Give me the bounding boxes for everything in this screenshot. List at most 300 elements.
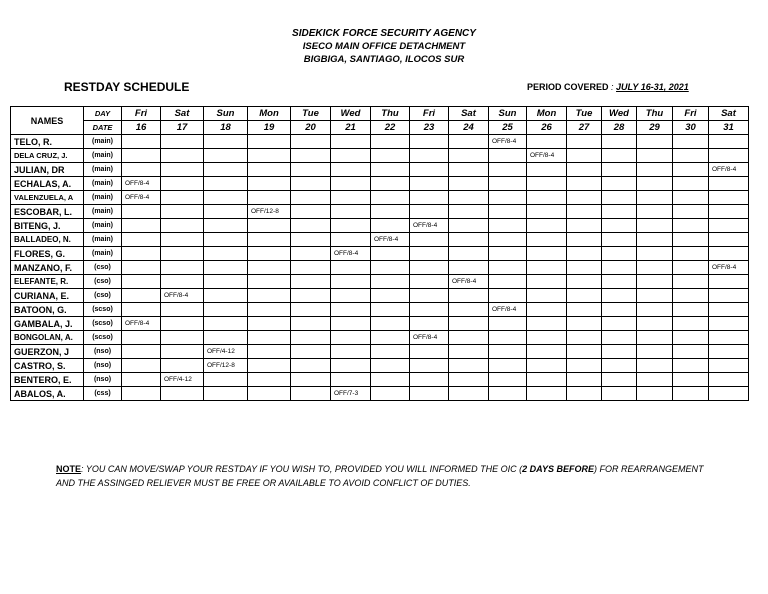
schedule-cell	[248, 345, 291, 359]
table-row	[11, 275, 749, 289]
schedule-cell	[204, 387, 248, 401]
date-header: 19	[248, 121, 291, 135]
schedule-cell: OFF/8-4	[709, 163, 749, 177]
schedule-cell	[567, 359, 602, 373]
table-row	[11, 331, 749, 345]
day-header: Sat	[709, 107, 749, 121]
schedule-cell	[449, 387, 489, 401]
names-header: NAMES	[11, 107, 84, 135]
schedule-cell	[489, 247, 527, 261]
schedule-cell	[673, 303, 709, 317]
schedule-cell	[291, 233, 331, 247]
guard-post: (main)	[84, 205, 122, 219]
schedule-cell	[602, 387, 637, 401]
schedule-cell	[371, 219, 410, 233]
schedule-cell	[527, 205, 567, 219]
schedule-cell	[567, 149, 602, 163]
schedule-cell	[410, 205, 449, 219]
schedule-cell	[291, 359, 331, 373]
schedule-cell	[291, 191, 331, 205]
schedule-cell	[709, 331, 749, 345]
schedule-cell	[204, 317, 248, 331]
schedule-cell	[161, 387, 204, 401]
schedule-cell	[602, 275, 637, 289]
schedule-cell	[371, 191, 410, 205]
date-header: 30	[673, 121, 709, 135]
schedule-cell	[122, 387, 161, 401]
day-header: Thu	[637, 107, 673, 121]
day-header: Sun	[204, 107, 248, 121]
schedule-cell	[371, 247, 410, 261]
schedule-cell	[331, 149, 371, 163]
date-header: 17	[161, 121, 204, 135]
schedule-cell	[637, 387, 673, 401]
guard-name: ABALOS, A.	[11, 387, 84, 401]
schedule-cell	[291, 373, 331, 387]
schedule-cell	[410, 359, 449, 373]
schedule-cell	[331, 289, 371, 303]
schedule-cell	[248, 317, 291, 331]
guard-post: (scso)	[84, 331, 122, 345]
schedule-cell	[709, 345, 749, 359]
schedule-cell	[449, 233, 489, 247]
schedule-cell	[371, 289, 410, 303]
schedule-cell	[527, 135, 567, 149]
day-header: Wed	[602, 107, 637, 121]
schedule-cell	[161, 261, 204, 275]
schedule-cell	[161, 247, 204, 261]
schedule-cell	[291, 317, 331, 331]
schedule-cell	[122, 373, 161, 387]
schedule-cell	[709, 303, 749, 317]
schedule-cell	[673, 373, 709, 387]
schedule-cell	[122, 345, 161, 359]
schedule-cell	[122, 247, 161, 261]
schedule-cell: OFF/4-12	[161, 373, 204, 387]
guard-name: JULIAN, DR	[11, 163, 84, 177]
schedule-cell	[371, 345, 410, 359]
schedule-cell	[489, 317, 527, 331]
schedule-cell	[489, 275, 527, 289]
schedule-cell	[371, 331, 410, 345]
restday-table	[10, 106, 749, 401]
schedule-cell	[204, 247, 248, 261]
schedule-cell	[449, 331, 489, 345]
schedule-cell	[709, 205, 749, 219]
schedule-cell	[567, 275, 602, 289]
schedule-cell	[567, 247, 602, 261]
schedule-cell	[161, 233, 204, 247]
schedule-cell	[449, 303, 489, 317]
schedule-cell	[567, 289, 602, 303]
schedule-cell	[331, 317, 371, 331]
schedule-cell	[602, 247, 637, 261]
schedule-cell	[291, 303, 331, 317]
agency-name: SIDEKICK FORCE SECURITY AGENCY	[292, 28, 476, 39]
schedule-cell	[161, 359, 204, 373]
schedule-cell	[673, 233, 709, 247]
schedule-cell	[527, 345, 567, 359]
schedule-cell	[709, 233, 749, 247]
schedule-cell	[489, 219, 527, 233]
schedule-cell	[637, 303, 673, 317]
guard-name: BITENG, J.	[11, 219, 84, 233]
schedule-cell	[331, 345, 371, 359]
guard-name: ECHALAS, A.	[11, 177, 84, 191]
schedule-cell	[410, 373, 449, 387]
schedule-cell	[371, 149, 410, 163]
guard-name: GUERZON, J	[11, 345, 84, 359]
schedule-cell	[673, 261, 709, 275]
schedule-cell	[204, 289, 248, 303]
schedule-cell	[602, 289, 637, 303]
guard-name: ELEFANTE, R.	[11, 275, 84, 289]
schedule-cell	[602, 219, 637, 233]
schedule-cell	[489, 261, 527, 275]
schedule-cell	[161, 177, 204, 191]
schedule-cell	[449, 163, 489, 177]
schedule-cell	[527, 247, 567, 261]
schedule-cell	[248, 135, 291, 149]
guard-post: (main)	[84, 247, 122, 261]
schedule-cell	[637, 317, 673, 331]
schedule-cell	[410, 149, 449, 163]
day-header: Thu	[371, 107, 410, 121]
date-header: 28	[602, 121, 637, 135]
schedule-cell	[709, 135, 749, 149]
schedule-cell: OFF/7-3	[331, 387, 371, 401]
schedule-cell	[602, 261, 637, 275]
table-row	[11, 303, 749, 317]
schedule-cell	[637, 345, 673, 359]
schedule-cell	[673, 275, 709, 289]
schedule-cell: OFF/8-4	[410, 219, 449, 233]
schedule-cell	[291, 345, 331, 359]
schedule-cell	[410, 261, 449, 275]
schedule-cell	[489, 233, 527, 247]
schedule-cell	[410, 317, 449, 331]
schedule-cell	[709, 275, 749, 289]
schedule-cell	[204, 373, 248, 387]
schedule-cell	[248, 275, 291, 289]
schedule-cell	[248, 359, 291, 373]
schedule-cell	[637, 219, 673, 233]
schedule-cell	[371, 359, 410, 373]
schedule-cell	[122, 303, 161, 317]
schedule-cell	[122, 261, 161, 275]
guard-post: (cso)	[84, 261, 122, 275]
date-header: 24	[449, 121, 489, 135]
schedule-cell	[673, 387, 709, 401]
schedule-cell	[637, 163, 673, 177]
schedule-cell	[567, 261, 602, 275]
day-label: DAY	[84, 107, 122, 121]
table-row	[11, 359, 749, 373]
guard-post: (main)	[84, 233, 122, 247]
schedule-cell	[161, 135, 204, 149]
schedule-cell	[673, 317, 709, 331]
schedule-cell	[248, 219, 291, 233]
schedule-cell	[161, 191, 204, 205]
schedule-cell	[291, 205, 331, 219]
day-header: Tue	[567, 107, 602, 121]
schedule-cell	[122, 135, 161, 149]
table-row	[11, 219, 749, 233]
schedule-cell	[709, 219, 749, 233]
detachment-name: ISECO MAIN OFFICE DETACHMENT	[302, 41, 466, 52]
schedule-cell	[637, 247, 673, 261]
day-header: Mon	[527, 107, 567, 121]
schedule-cell	[673, 149, 709, 163]
schedule-cell	[161, 345, 204, 359]
schedule-cell	[602, 233, 637, 247]
schedule-cell	[410, 275, 449, 289]
schedule-cell	[567, 163, 602, 177]
schedule-cell	[527, 373, 567, 387]
schedule-cell	[371, 163, 410, 177]
table-row	[11, 261, 749, 275]
note-text-2: ) FOR REARRANGEMENT	[593, 464, 704, 474]
schedule-cell	[161, 317, 204, 331]
schedule-cell	[122, 359, 161, 373]
note-text-1: YOU CAN MOVE/SWAP YOUR RESTDAY IF YOU WISH TO, PROVIDED YOU WILL INFORMED THE OIC (	[83, 464, 523, 474]
schedule-cell	[161, 303, 204, 317]
schedule-cell	[410, 191, 449, 205]
schedule-cell	[122, 275, 161, 289]
schedule-cell	[122, 233, 161, 247]
schedule-cell: OFF/8-4	[527, 149, 567, 163]
schedule-cell	[602, 177, 637, 191]
schedule-cell	[567, 191, 602, 205]
guard-post: (main)	[84, 219, 122, 233]
schedule-cell	[489, 191, 527, 205]
schedule-cell	[204, 303, 248, 317]
schedule-cell	[637, 359, 673, 373]
guard-name: VALENZUELA, A	[11, 191, 84, 205]
schedule-cell	[410, 345, 449, 359]
guard-post: (scso)	[84, 317, 122, 331]
schedule-cell	[248, 387, 291, 401]
schedule-cell	[449, 359, 489, 373]
schedule-title: RESTDAY SCHEDULE	[64, 80, 190, 94]
schedule-cell	[371, 373, 410, 387]
schedule-cell	[637, 275, 673, 289]
guard-name: TELO, R.	[11, 135, 84, 149]
schedule-cell	[291, 135, 331, 149]
schedule-cell: OFF/8-4	[122, 177, 161, 191]
table-row	[11, 205, 749, 219]
schedule-cell	[449, 191, 489, 205]
date-header: 27	[567, 121, 602, 135]
guard-name: GAMBALA, J.	[11, 317, 84, 331]
schedule-cell	[709, 191, 749, 205]
date-header: 22	[371, 121, 410, 135]
schedule-cell	[527, 331, 567, 345]
schedule-cell	[331, 373, 371, 387]
schedule-cell: OFF/12-8	[248, 205, 291, 219]
schedule-cell	[489, 177, 527, 191]
schedule-cell: OFF/8-4	[371, 233, 410, 247]
schedule-cell	[709, 387, 749, 401]
day-header: Tue	[291, 107, 331, 121]
schedule-cell	[489, 359, 527, 373]
schedule-cell	[248, 191, 291, 205]
schedule-cell	[527, 191, 567, 205]
schedule-cell	[449, 317, 489, 331]
schedule-cell	[371, 387, 410, 401]
detachment-address: BIGBIGA, SANTIAGO, ILOCOS SUR	[303, 54, 465, 65]
schedule-cell	[248, 149, 291, 163]
date-header: 21	[331, 121, 371, 135]
guard-post: (main)	[84, 191, 122, 205]
schedule-cell	[410, 177, 449, 191]
schedule-cell	[567, 303, 602, 317]
schedule-cell	[567, 177, 602, 191]
schedule-cell	[122, 163, 161, 177]
schedule-cell	[248, 163, 291, 177]
schedule-cell: OFF/8-4	[122, 317, 161, 331]
note-text-3: AND THE ASSINGED RELIEVER MUST BE FREE OR AVAILABLE TO AVOID CONFLICT OF DUTIES.	[56, 478, 471, 488]
schedule-cell	[449, 219, 489, 233]
schedule-cell	[489, 345, 527, 359]
schedule-cell	[709, 359, 749, 373]
schedule-cell: OFF/8-4	[489, 303, 527, 317]
note: NOTE: YOU CAN MOVE/SWAP YOUR RESTDAY IF YOU WISH TO, PROVIDED YOU WILL INFORMED THE OIC (2 DAYS BEFORE) FOR REARRANGEMENT AND THE ASSINGED RELIEVER MUST BE FREE OR AVAILABLE TO AVOID CONFLICT OF DUTIES.	[56, 464, 704, 488]
schedule-cell	[204, 233, 248, 247]
schedule-cell	[527, 177, 567, 191]
schedule-cell	[673, 177, 709, 191]
guard-name: CURIANA, E.	[11, 289, 84, 303]
schedule-cell	[204, 191, 248, 205]
period-label: PERIOD COVERED	[527, 82, 609, 92]
schedule-cell	[489, 149, 527, 163]
guard-post: (main)	[84, 163, 122, 177]
schedule-cell	[673, 289, 709, 303]
schedule-cell: OFF/8-4	[489, 135, 527, 149]
schedule-cell	[449, 345, 489, 359]
schedule-cell	[709, 149, 749, 163]
guard-post: (main)	[84, 177, 122, 191]
table-row	[11, 177, 749, 191]
schedule-cell: OFF/8-4	[161, 289, 204, 303]
schedule-cell	[204, 219, 248, 233]
schedule-cell	[371, 261, 410, 275]
schedule-cell	[122, 205, 161, 219]
schedule-cell	[449, 289, 489, 303]
schedule-cell	[567, 345, 602, 359]
schedule-cell	[673, 359, 709, 373]
guard-name: FLORES, G.	[11, 247, 84, 261]
guard-post: (nso)	[84, 373, 122, 387]
date-header: 31	[709, 121, 749, 135]
schedule-cell	[602, 149, 637, 163]
guard-post: (nso)	[84, 359, 122, 373]
schedule-cell	[449, 149, 489, 163]
guard-name: MANZANO, F.	[11, 261, 84, 275]
period-value: JULY 16-31, 2021	[616, 82, 689, 92]
table-row	[11, 387, 749, 401]
schedule-cell	[673, 163, 709, 177]
guard-name: BALLADEO, N.	[11, 233, 84, 247]
schedule-cell	[637, 261, 673, 275]
schedule-cell	[489, 205, 527, 219]
schedule-cell	[410, 303, 449, 317]
schedule-cell	[161, 275, 204, 289]
schedule-cell	[527, 261, 567, 275]
schedule-cell	[331, 163, 371, 177]
schedule-cell	[567, 135, 602, 149]
schedule-cell	[291, 387, 331, 401]
schedule-cell	[204, 135, 248, 149]
date-header: 16	[122, 121, 161, 135]
schedule-cell	[449, 135, 489, 149]
schedule-cell	[709, 247, 749, 261]
schedule-cell	[331, 177, 371, 191]
date-row	[11, 121, 749, 135]
schedule-cell	[527, 163, 567, 177]
schedule-cell	[122, 219, 161, 233]
guard-post: (nso)	[84, 345, 122, 359]
schedule-cell	[371, 275, 410, 289]
schedule-cell	[204, 163, 248, 177]
schedule-cell	[371, 317, 410, 331]
table-row	[11, 233, 749, 247]
schedule-cell	[204, 149, 248, 163]
schedule-cell	[637, 373, 673, 387]
guard-post: (cso)	[84, 275, 122, 289]
guard-post: (main)	[84, 135, 122, 149]
guard-name: ESCOBAR, L.	[11, 205, 84, 219]
schedule-cell: OFF/8-4	[331, 247, 371, 261]
schedule-cell: OFF/8-4	[410, 331, 449, 345]
schedule-cell	[331, 261, 371, 275]
schedule-cell	[602, 135, 637, 149]
table-row	[11, 163, 749, 177]
schedule-cell	[602, 331, 637, 345]
table-row	[11, 191, 749, 205]
schedule-cell	[567, 205, 602, 219]
schedule-cell	[637, 149, 673, 163]
schedule-cell	[291, 177, 331, 191]
schedule-cell: OFF/12-8	[204, 359, 248, 373]
schedule-cell	[331, 219, 371, 233]
schedule-cell	[331, 233, 371, 247]
schedule-cell	[248, 373, 291, 387]
schedule-cell	[122, 331, 161, 345]
schedule-cell	[204, 261, 248, 275]
schedule-cell	[291, 331, 331, 345]
schedule-cell	[449, 205, 489, 219]
schedule-cell	[637, 331, 673, 345]
schedule-cell	[331, 331, 371, 345]
schedule-cell	[161, 205, 204, 219]
guard-name: CASTRO, S.	[11, 359, 84, 373]
schedule-cell	[602, 303, 637, 317]
schedule-cell	[449, 261, 489, 275]
note-bold: 2 DAYS BEFORE	[522, 464, 594, 474]
table-row	[11, 317, 749, 331]
day-header: Sat	[161, 107, 204, 121]
guard-post: (scso)	[84, 303, 122, 317]
day-header: Fri	[673, 107, 709, 121]
schedule-cell	[527, 359, 567, 373]
schedule-cell	[637, 191, 673, 205]
schedule-cell	[709, 373, 749, 387]
schedule-cell	[248, 261, 291, 275]
schedule-cell	[673, 191, 709, 205]
note-label: NOTE	[56, 464, 82, 474]
date-header: 20	[291, 121, 331, 135]
